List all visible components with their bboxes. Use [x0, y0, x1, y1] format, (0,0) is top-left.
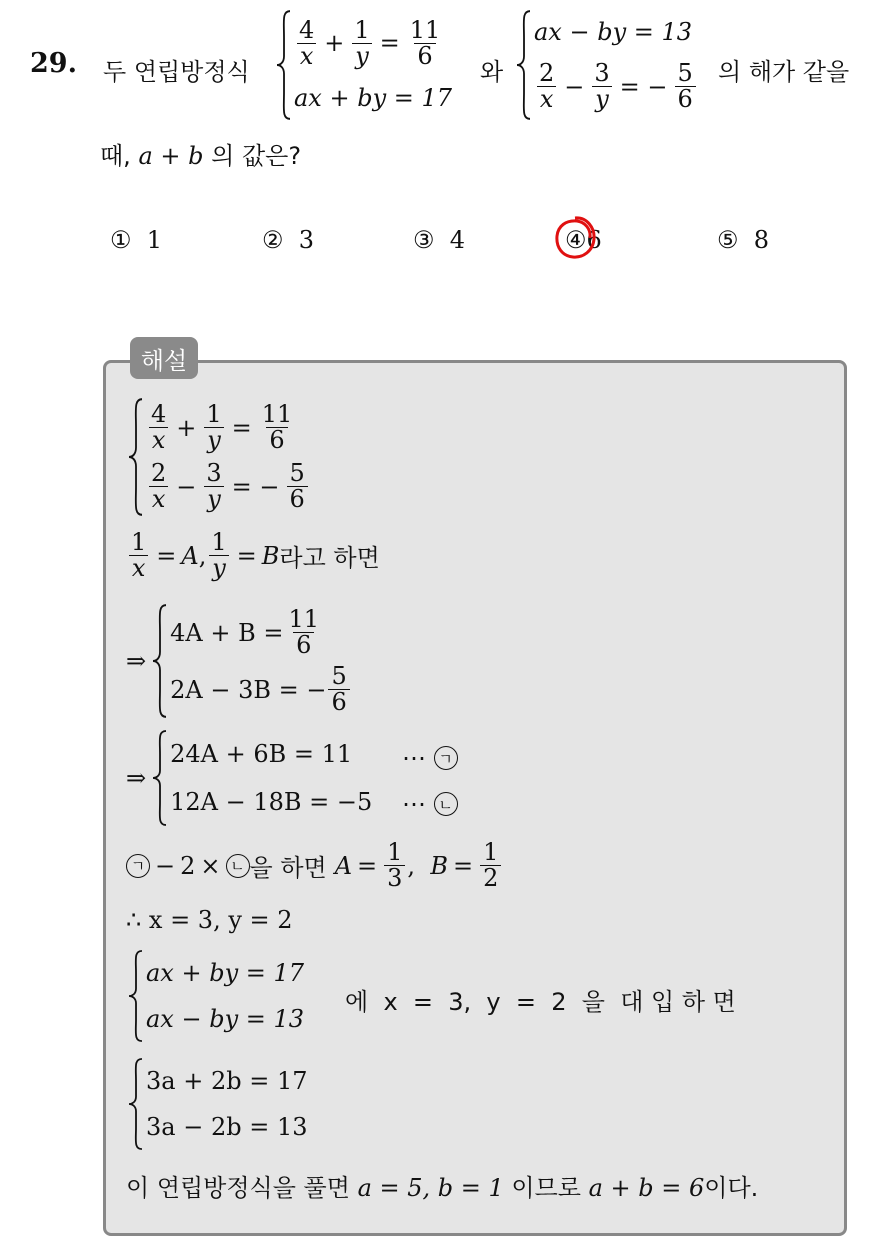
math-fragment: 6 [293, 632, 314, 658]
math-fragment: × [200, 851, 221, 880]
math-fragment: 1 [131, 528, 147, 556]
math-fragment: 3 [384, 865, 405, 891]
elimination-line: ㄱ − 2 × ㄴ 을 하면 A = $\frac{1}{3}$ , B = $\frac{1}{2}$ [126, 840, 503, 891]
solution-system-ab: ⇒ 4A + B = $\frac{11}{6}$ 2A − 3B = − $\frac{5}{6}$ [126, 604, 352, 718]
left-brace-icon [516, 10, 532, 120]
math-fragment: = [379, 29, 400, 58]
math-fragment: x [129, 555, 149, 581]
math-fragment: 4 [151, 399, 167, 428]
math-fragment [146, 458, 310, 513]
question-tail: 의 해가 같을 [718, 58, 850, 86]
math-fragment [294, 15, 452, 70]
math-fragment: 6 [266, 427, 287, 453]
math-fragment: 11 [261, 399, 293, 428]
choice-1[interactable]: ① 1 [110, 226, 163, 254]
marker-2: ⋯ ㄴ [402, 790, 458, 818]
left-brace-icon [128, 398, 144, 516]
choice-2[interactable]: ② 3 [262, 226, 315, 254]
math-fragment: 1 [387, 838, 403, 866]
math-fragment: 4 [299, 15, 315, 44]
math-fragment: 6 [328, 689, 349, 715]
math-fragment: 1 [483, 838, 499, 866]
math-fragment: 1 [211, 528, 227, 556]
math-fragment: = [156, 541, 177, 570]
left-brace-icon [152, 730, 168, 826]
math-fragment: 6 [414, 43, 435, 69]
math-fragment: = [231, 413, 252, 442]
choice-5[interactable]: ⑤ 8 [717, 226, 770, 254]
connector-text: 와 [480, 58, 504, 86]
left-brace-icon [276, 10, 292, 120]
math-fragment: 4A + B = $\frac{11}{6}$ [170, 607, 352, 658]
choice-3[interactable]: ③ 4 [413, 226, 466, 254]
choice-4[interactable]: ④6 [565, 226, 602, 254]
left-brace-icon [128, 1058, 144, 1150]
math-fragment: 11 [288, 604, 319, 633]
math-fragment [534, 58, 698, 114]
math-fragment: ax − by = 13 [146, 1005, 305, 1033]
question-intro: 두 연립방정식 [103, 58, 250, 86]
system-1 [276, 10, 452, 120]
math-fragment: ax + by = 17 [146, 959, 305, 987]
math-fragment: 5 [289, 458, 305, 487]
math-fragment: − [564, 72, 585, 101]
question-line-2: 때, a + b 의 값은? [100, 142, 302, 170]
math-fragment: 1 [354, 15, 370, 44]
math-fragment: 24A + 6B = 11 [170, 740, 353, 768]
substitution-line: $\frac{1}{x}$ = A , $\frac{1}{y}$ = B 라고 하면 [126, 530, 380, 581]
math-fragment: 3 [206, 458, 222, 487]
math-fragment: 6 [287, 486, 308, 512]
math-fragment: y [204, 486, 224, 512]
math-fragment: = − [231, 472, 280, 501]
math-fragment: 2 [539, 58, 555, 87]
math-fragment: + [176, 413, 197, 442]
math-fragment: x [537, 86, 557, 112]
math-fragment: 5 [331, 661, 347, 690]
question-number: 29. [30, 48, 77, 79]
math-fragment: 1 [206, 399, 222, 428]
math-fragment: y [209, 555, 229, 581]
math-fragment: 3a + 2b = 17 [146, 1067, 308, 1095]
math-fragment: x [149, 427, 169, 453]
math-fragment: ax + by = 17 [294, 84, 453, 113]
math-fragment: y [592, 86, 612, 112]
solution-system-original [128, 398, 310, 516]
left-brace-icon [128, 950, 144, 1042]
math-fragment: = [357, 851, 378, 880]
math-fragment: 2A − 3B = − $\frac{5}{6}$ [170, 664, 352, 715]
math-fragment: = − [619, 72, 668, 101]
math-fragment: 2 [480, 865, 501, 891]
solution-label: 해설 [130, 337, 198, 379]
marker-1: ⋯ ㄱ [402, 744, 458, 772]
math-fragment: y [352, 43, 372, 69]
math-fragment: y [204, 427, 224, 453]
solution-system-letters [128, 950, 304, 1042]
math-fragment: 11 [409, 15, 441, 44]
math-fragment: ax − by = 13 [534, 17, 693, 46]
math-fragment: 5 [677, 58, 693, 87]
therefore-line: ∴ x = 3, y = 2 [126, 906, 293, 934]
math-fragment: + [324, 29, 345, 58]
final-line: 이 연립방정식을 풀면 a = 5, b = 1 이므로 a + b = 6이다. [126, 1174, 759, 1202]
math-fragment: − [176, 472, 197, 501]
math-fragment: − [155, 851, 176, 880]
math-fragment: x [297, 43, 317, 69]
system-2 [516, 10, 698, 120]
solution-system-int: ⇒ 24A + 6B = 11 12A − 18B = −5 [126, 730, 372, 826]
left-brace-icon [152, 604, 168, 718]
math-fragment: 3 [594, 58, 610, 87]
math-fragment: 12A − 18B = −5 [170, 788, 373, 816]
substitution-text: 에 x = 3, y = 2 을 대 입 하 면 [345, 988, 736, 1016]
solution-system-numeric [128, 1058, 307, 1150]
math-fragment: 3a − 2b = 13 [146, 1113, 308, 1141]
math-fragment [146, 399, 310, 454]
answer-circle-icon [552, 214, 598, 262]
math-fragment: x [149, 486, 169, 512]
math-fragment: 2 [151, 458, 167, 487]
math-fragment: = [452, 851, 474, 880]
math-fragment: = [236, 541, 257, 570]
math-fragment: 6 [675, 86, 696, 112]
